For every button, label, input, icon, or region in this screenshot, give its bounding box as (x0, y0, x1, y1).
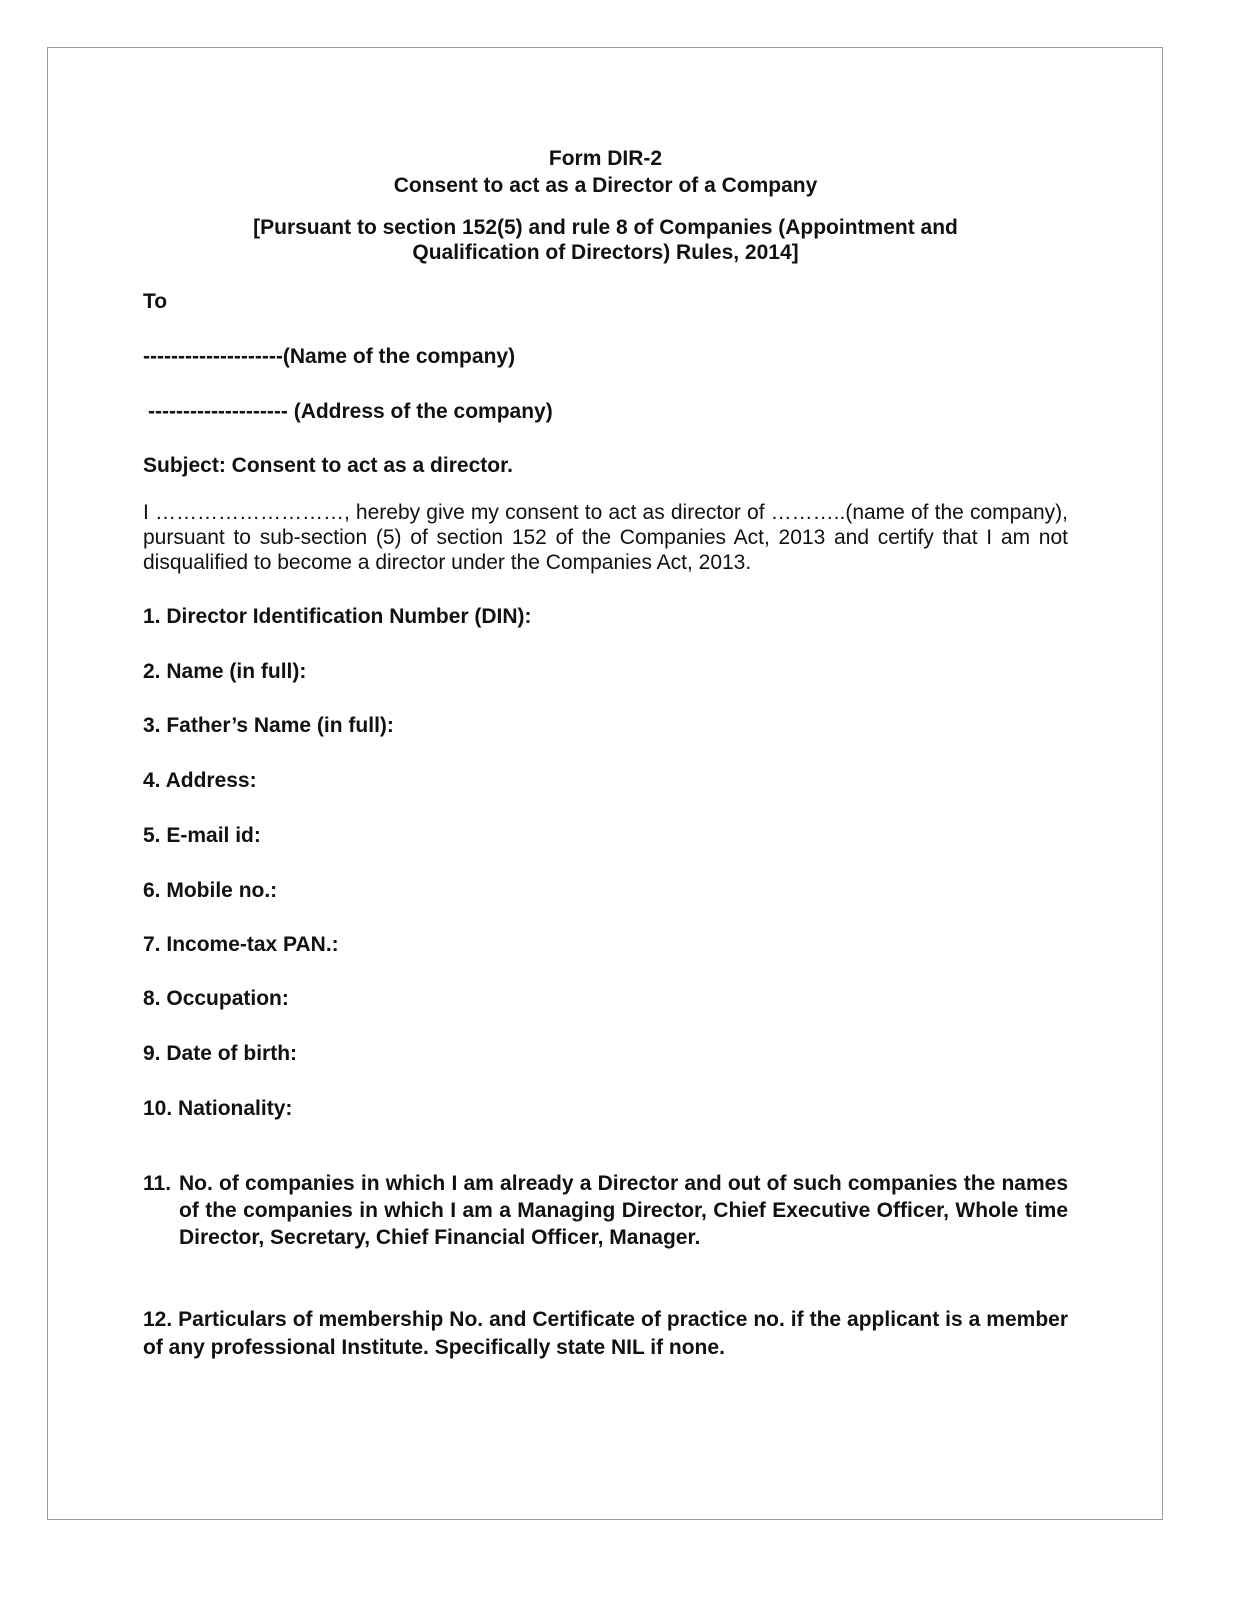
addressee-to: To (143, 290, 168, 313)
statutory-reference-line-1: [Pursuant to section 152(5) and rule 8 of Companies (Appointment and (253, 216, 958, 239)
item-label: Mobile no.: (166, 879, 278, 902)
item-label: Occupation: (166, 987, 289, 1010)
item-date-of-birth (143, 1042, 297, 1066)
statutory-reference-line-2: Qualification of Directors) Rules, 2014] (412, 241, 799, 264)
item-number: 2. (143, 660, 161, 683)
company-name-line: --------------------(Name of the company) (143, 345, 516, 368)
item-label: Date of birth: (166, 1042, 298, 1065)
item-number: 4. (143, 769, 161, 792)
item-pan (143, 933, 339, 957)
item-fathers-name (143, 714, 394, 738)
item-name (143, 660, 306, 684)
item-label: Particulars of membership No. and Certificate of practice no. if the applicant is a member of any professional Institute. Specifically state NIL if none. (143, 1308, 1068, 1359)
form-subtitle: Consent to act as a Director of a Company (393, 174, 818, 197)
item-label: Name (in full): (166, 660, 307, 683)
item-number: 7. (143, 933, 161, 956)
item-label: Director Identification Number (DIN): (166, 605, 532, 628)
item-label: Nationality: (178, 1097, 293, 1120)
item-label: Address: (165, 769, 257, 792)
item-number: 12. (143, 1308, 173, 1331)
item-occupation (143, 987, 289, 1011)
item-din (143, 605, 532, 629)
form-title: Form DIR-2 (548, 147, 663, 170)
item-mobile (143, 879, 277, 903)
item-nationality (143, 1097, 292, 1121)
item-number: 1. (143, 605, 161, 628)
company-address-line: -------------------- (Address of the company) (148, 400, 553, 423)
item-number: 11. (143, 1172, 172, 1195)
item-number: 6. (143, 879, 161, 902)
item-number: 8. (143, 987, 161, 1010)
item-membership (143, 1306, 1068, 1362)
item-label: No. of companies in which I am already a Director and out of such companies the names of the companies in which I am a Managing Director, Chief Executive Officer, Whole time Director, Secretary, Chief Financial Officer, Manager. (179, 1172, 1068, 1249)
item-label: E-mail id: (166, 824, 261, 847)
item-number: 5. (143, 824, 161, 847)
statutory-reference (143, 215, 1068, 265)
item-address (143, 769, 257, 793)
item-number: 9. (143, 1042, 161, 1065)
consent-paragraph: I ………………………, hereby give my consent to act as director of ………..(name of the company), pursuant to sub-section (5) of section 152 of the Companies Act, 2013 and certify that I am not disqualified to become a director under the Companies Act, 2013. (143, 501, 1068, 574)
item-directorships (143, 1170, 1068, 1251)
subject-line: Subject: Consent to act as a director. (143, 454, 513, 477)
item-email (143, 824, 261, 848)
item-label: Income-tax PAN.: (166, 933, 339, 956)
item-number: 10. (143, 1097, 173, 1120)
item-label: Father’s Name (in full): (166, 714, 394, 737)
item-number: 3. (143, 714, 161, 737)
